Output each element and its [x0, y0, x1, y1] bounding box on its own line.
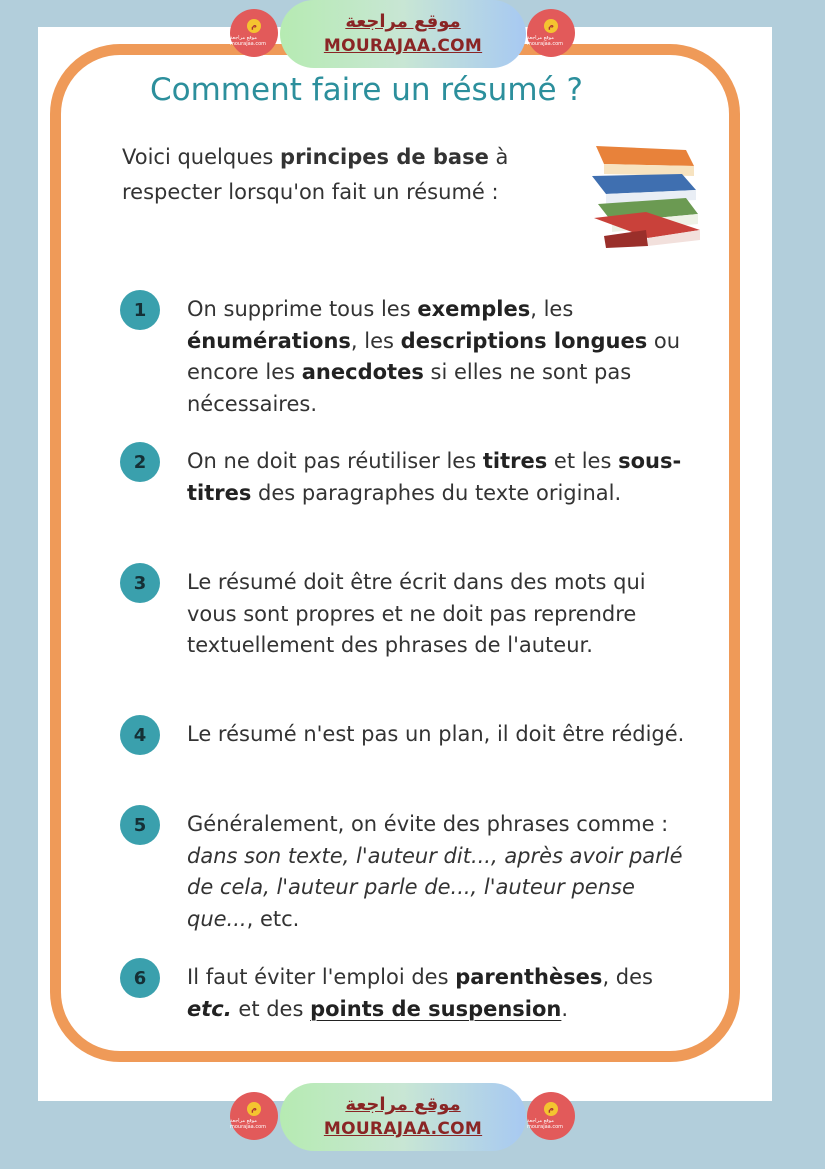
site-logo-right-icon: م موقع مراجعة mourajaa.com: [527, 1092, 575, 1140]
site-name-arabic: موقع مراجعة: [345, 11, 461, 32]
number-badge: 3: [120, 563, 160, 603]
item-text: On ne doit pas réutiliser les titres et les sous-titres des paragraphes du texte original.: [187, 449, 682, 505]
item-text: Le résumé n'est pas un plan, il doit être rédigé.: [187, 722, 685, 746]
number-badge: 6: [120, 958, 160, 998]
number-badge: 4: [120, 715, 160, 755]
item-text: Généralement, on évite des phrases comme : dans son texte, l'auteur dit..., après avoir parlé de cela, l'auteur parle de..., l'auteur pense que..., etc.: [187, 812, 683, 931]
number-badge: 5: [120, 805, 160, 845]
site-link[interactable]: [280, 0, 526, 68]
site-name-arabic: موقع مراجعة: [345, 1094, 461, 1115]
intro-text: Voici quelques principes de base à respecter lorsqu'on fait un résumé :: [122, 145, 509, 204]
item-text: Le résumé doit être écrit dans des mots qui vous sont propres et ne doit pas reprendre textuellement des phrases de l'auteur.: [187, 570, 646, 657]
number-badge: 2: [120, 442, 160, 482]
bottom-banner[interactable]: [230, 1083, 578, 1153]
site-link[interactable]: [280, 1083, 526, 1151]
site-logo-left-icon: م موقع مراجعة mourajaa.com: [230, 1092, 278, 1140]
site-name: MOURAJAA.COM: [323, 1119, 483, 1139]
top-banner[interactable]: [230, 0, 578, 70]
number-badge: 1: [120, 290, 160, 330]
site-logo-left-icon: م موقع مراجعة mourajaa.com: [230, 9, 278, 57]
item-text: On supprime tous les exemples, les énumérations, les descriptions longues ou encore les anecdotes si elles ne sont pas nécessaires.: [187, 297, 681, 416]
site-logo-right-icon: م موقع مراجعة mourajaa.com: [527, 9, 575, 57]
item-text: Il faut éviter l'emploi des parenthèses, des etc. et des points de suspension.: [187, 965, 653, 1021]
page-title: Comment faire un résumé ?: [150, 72, 583, 108]
site-name: MOURAJAA.COM: [323, 36, 483, 56]
books-icon: [586, 138, 706, 248]
